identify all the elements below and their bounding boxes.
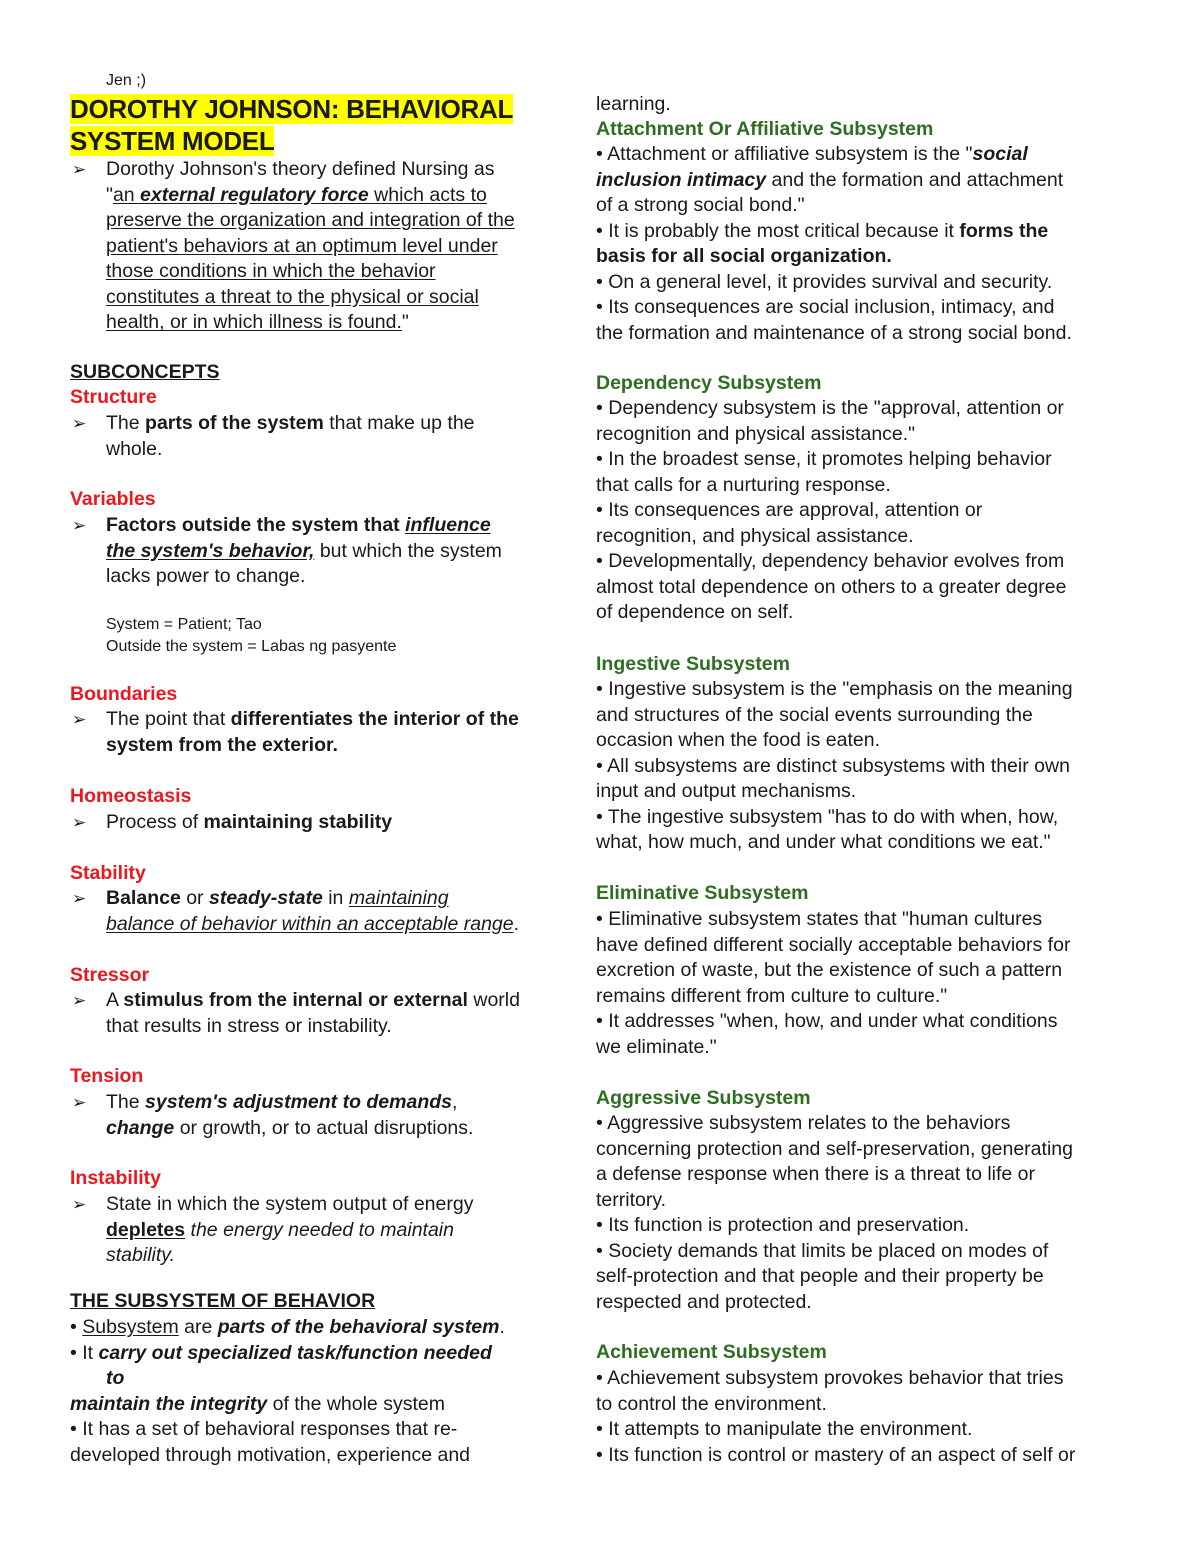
intro-text: Dorothy Johnson's theory defined Nursing as "an external regulatory force which acts to preserve the organization and integration of the patient's behaviors at an optimum level under those conditions in which the behavior constitutes a threat to the physical or social health, or in which illness is found." bbox=[106, 158, 515, 333]
continued-text: learning. bbox=[596, 93, 671, 115]
achievement-text: • Achievement subsystem provokes behavior that tries to control the environment. • It attempts to manipulate the environment. • Its function is control or mastery of an aspect of self or bbox=[596, 1367, 1076, 1466]
ingestive-text: • Ingestive subsystem is the "emphasis on the meaning and structures of the social events surrounding the occasion when the food is eaten. • All subsystems are distinct subsystems with their own input and output mechanisms. • The ingestive subsystem "has to do with when, how, what, how much, and under what conditions we eat." bbox=[596, 678, 1073, 853]
title-line-2: SYSTEM MODEL bbox=[70, 126, 275, 156]
structure-heading: Structure bbox=[70, 386, 157, 408]
arrow-bullet-icon: ➢ bbox=[72, 889, 87, 908]
variables-heading: Variables bbox=[70, 488, 156, 510]
arrow-bullet-icon: ➢ bbox=[72, 813, 87, 832]
homeostasis-heading: Homeostasis bbox=[70, 785, 192, 807]
stability-text: Balance or steady-state in maintaining balance of behavior within an acceptable range. bbox=[106, 887, 520, 935]
eliminative-text: • Eliminative subsystem states that "human cultures have defined different socially acceptable behaviors for excretion of waste, but the existence of such a pattern remains different from culture to culture." • It addresses "when, how, and under what conditions we eliminate." bbox=[596, 908, 1071, 1058]
instability-heading: Instability bbox=[70, 1167, 162, 1189]
variables-text: Factors outside the system that influence the system's behavior, but which the system lacks power to change. bbox=[106, 514, 502, 587]
aggressive-heading: Aggressive Subsystem bbox=[596, 1087, 811, 1109]
arrow-bullet-icon: ➢ bbox=[72, 710, 87, 729]
arrow-bullet-icon: ➢ bbox=[72, 1093, 87, 1112]
instability-text: State in which the system output of energy depletes the energy needed to maintain stability. bbox=[106, 1193, 474, 1266]
arrow-bullet-icon: ➢ bbox=[72, 160, 87, 179]
arrow-bullet-icon: ➢ bbox=[72, 1195, 87, 1214]
attachment-text: • Attachment or affiliative subsystem is the "social inclusion intimacy and the formation and attachment of a strong social bond." • It is probably the most critical because it forms the basis for all social organization. • On a general level, it provides survival and security. • Its consequences are social inclusion, intimacy, and the formation and maintenance of a strong social bond. bbox=[596, 143, 1072, 344]
author-note: Jen ;) bbox=[106, 72, 147, 89]
achievement-heading: Achievement Subsystem bbox=[596, 1341, 827, 1363]
structure-text: The parts of the system that make up the whole. bbox=[106, 412, 475, 460]
ingestive-heading: Ingestive Subsystem bbox=[596, 653, 790, 675]
boundaries-heading: Boundaries bbox=[70, 683, 178, 705]
subconcepts-heading: SUBCONCEPTS bbox=[70, 361, 220, 383]
aggressive-text: • Aggressive subsystem relates to the behaviors concerning protection and self-preservation, generating a defense response when there is a threat to life or territory. • Its function is protection and preservation. • Society demands that limits be placed on modes of self-protection and that people and their property be respected and protected. bbox=[596, 1112, 1073, 1313]
arrow-bullet-icon: ➢ bbox=[72, 414, 87, 433]
attachment-heading: Attachment Or Affiliative Subsystem bbox=[596, 118, 934, 140]
stressor-text: A stimulus from the internal or external world that results in stress or instability. bbox=[106, 989, 520, 1037]
title-line-1: DOROTHY JOHNSON: BEHAVIORAL bbox=[70, 94, 514, 124]
stability-heading: Stability bbox=[70, 862, 146, 884]
arrow-bullet-icon: ➢ bbox=[72, 516, 87, 535]
tension-heading: Tension bbox=[70, 1065, 144, 1087]
boundaries-text: The point that differentiates the interior of the system from the exterior. bbox=[106, 708, 519, 756]
homeostasis-text: Process of maintaining stability bbox=[106, 811, 393, 833]
dependency-heading: Dependency Subsystem bbox=[596, 372, 822, 394]
stressor-heading: Stressor bbox=[70, 964, 150, 986]
variables-note: System = Patient; Tao Outside the system = Labas ng pasyente bbox=[106, 616, 397, 655]
arrow-bullet-icon: ➢ bbox=[72, 991, 87, 1010]
tension-text: The system's adjustment to demands, change or growth, or to actual disruptions. bbox=[106, 1091, 474, 1139]
eliminative-heading: Eliminative Subsystem bbox=[596, 882, 809, 904]
subsystem-heading: THE SUBSYSTEM OF BEHAVIOR bbox=[70, 1290, 376, 1312]
dependency-text: • Dependency subsystem is the "approval, attention or recognition and physical assistance." • In the broadest sense, it promotes helping behavior that calls for a nurturing response. • Its consequences are approval, attention or recognition, and physical assistance. • Developmentally, dependency behavior evolves from almost total dependence on others to a greater degree of dependence on self. bbox=[596, 397, 1067, 623]
page-title bbox=[70, 93, 550, 157]
subsystem-text: • Subsystem are parts of the behavioral system. • It carry out specialized task/function needed to maintain the integrity of the whole system • It has a set of behavioral responses that re- developed through motivation, experience and bbox=[70, 1316, 505, 1466]
